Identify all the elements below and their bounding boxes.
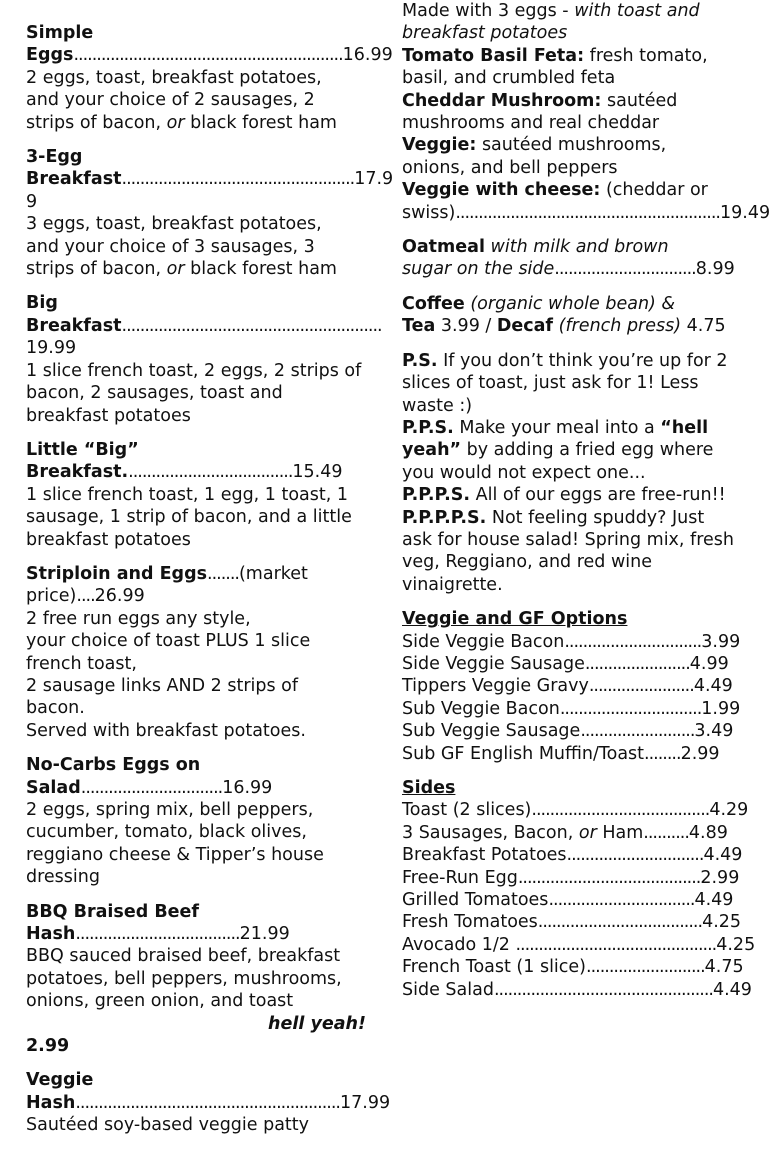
omelette-desc-line: mushrooms and real cheddar	[402, 113, 660, 134]
menu-item-tea-decaf: Tea 3.99 / Decaf (french press) 4.75	[402, 316, 726, 337]
leader-dots: ....................................	[75, 924, 240, 945]
price-list-item-name: Side Veggie Sausage	[402, 653, 585, 674]
pps-note: P.P.S. Make your meal into a “hell	[402, 417, 709, 438]
leader-dots: ................................................	[493, 979, 713, 1000]
item-desc-line: your choice of toast PLUS 1 slice	[26, 631, 311, 652]
leader-dots: .......	[207, 563, 239, 584]
item-price: 17.99	[339, 1092, 391, 1113]
price-list-item-name: French Toast (1 slice)	[402, 957, 587, 978]
price-list-item-price: 4.49	[712, 979, 752, 1000]
section-title-veggie-gf: Veggie and GF Options	[402, 609, 628, 630]
hell-yeah-price: 2.99	[26, 1036, 70, 1057]
price-list-item-price: 4.99	[689, 653, 729, 674]
price-list-row	[402, 979, 752, 1001]
menu-item-simple-eggs	[26, 22, 393, 134]
item-desc-line: breakfast potatoes	[26, 405, 191, 426]
price-list-item-name: Breakfast Potatoes	[402, 845, 567, 866]
left-column	[26, 0, 394, 1149]
price-list-item-price: 2.99	[680, 743, 720, 764]
price-list-row	[402, 653, 748, 675]
menu-item-oatmeal: Oatmeal with milk and brown	[402, 237, 669, 258]
item-name: No-Carbs Eggs on	[26, 755, 201, 776]
price-list-item-price: 4.25	[702, 912, 742, 933]
price-list-item-name: Tippers Veggie Gravy	[402, 676, 589, 697]
price-list-item-name-post: Ham	[596, 822, 644, 843]
leader-dots: ........................................	[517, 867, 701, 888]
leader-dots: ..........	[643, 822, 689, 843]
menu-item-big-breakfast	[26, 292, 382, 426]
item-price-wrap: 9	[26, 191, 38, 212]
leader-dots: ...........................................................	[73, 45, 343, 66]
item-desc-line: 2 eggs, spring mix, bell peppers,	[26, 800, 314, 820]
price-list-item-name: Fresh Tomatoes	[402, 912, 538, 933]
price-list-item-price: 4.25	[716, 934, 756, 955]
item-desc-line: Sautéed soy-based veggie patty	[26, 1115, 310, 1136]
item-name-2: Eggs	[26, 45, 74, 66]
price-list-row	[402, 867, 748, 889]
item-desc-line: strips of bacon,	[26, 112, 167, 133]
item-market-label-2: price)	[26, 586, 77, 607]
leader-dots: ....................................	[537, 912, 703, 933]
item-desc-line: 2 sausage links AND 2 strips of	[26, 675, 299, 696]
item-name-2: Hash	[26, 924, 76, 945]
omelette-note: Made with 3 eggs - with toast and	[402, 1, 700, 21]
item-desc-line: onions, green onion, and toast	[26, 991, 294, 1012]
ppps-note: P.P.P.S. All of our eggs are free-run!!	[402, 485, 726, 506]
item-name-2: Hash	[26, 1092, 76, 1113]
leader-dots: .......................	[588, 676, 694, 697]
item-desc-line: french toast,	[26, 653, 137, 674]
omelette-veggie: Veggie: sautéed mushrooms,	[402, 135, 667, 156]
price-list-item-name: Avocado 1/2	[402, 934, 516, 955]
item-desc-line: black forest ham	[184, 112, 337, 133]
item-price: 26.99	[94, 586, 145, 607]
price-list-item-or: or	[578, 822, 597, 843]
leader-dots: ........	[644, 743, 681, 764]
leader-dots: ....	[76, 586, 95, 607]
item-price: 15.49	[292, 462, 343, 483]
price-list-row	[402, 743, 748, 765]
omelette-tomato-basil-feta: Tomato Basil Feta: fresh tomato,	[402, 45, 708, 66]
item-desc-line: 2 eggs, toast, breakfast potatoes,	[26, 67, 322, 88]
menu-item-striploin-and-eggs	[26, 563, 366, 742]
item-price-wrap: 19.99	[26, 338, 77, 359]
item-desc-line: cucumber, tomato, black olives,	[26, 822, 307, 843]
section-title-sides: Sides	[402, 778, 456, 798]
leader-dots: .........................................................	[121, 315, 382, 336]
price-list-item-price: 4.75	[704, 957, 744, 978]
leader-dots: ..........................................................	[75, 1092, 340, 1113]
price-list-item-name: 3 Sausages, Bacon,	[402, 822, 579, 843]
item-price: 19.49	[720, 202, 770, 223]
item-name-2: Breakfast	[26, 315, 122, 336]
item-desc-line: 1 slice french toast, 1 egg, 1 toast, 1	[26, 484, 349, 505]
leader-dots: ...................................................	[121, 169, 355, 190]
item-desc-line: and your choice of 3 sausages, 3	[26, 236, 315, 257]
leader-dots: ..........................................................	[455, 202, 720, 223]
price-list-row	[402, 799, 748, 821]
item-desc-line: potatoes, bell peppers, mushrooms,	[26, 968, 342, 989]
item-name: Big	[26, 293, 58, 314]
omelette-note-2: breakfast potatoes	[402, 23, 568, 44]
price-list-row	[402, 934, 756, 956]
price-list-item-price: 4.29	[709, 800, 749, 821]
leader-dots: .........................	[580, 721, 695, 742]
item-desc-or: or	[166, 112, 185, 133]
item-desc-line: and your choice of 2 sausages, 2	[26, 90, 315, 111]
hell-yeah-label: hell yeah!	[268, 1013, 366, 1034]
price-list-item-price: 4.49	[703, 845, 743, 866]
leader-dots: ....................................	[128, 462, 293, 483]
item-desc-line: reggiano cheese & Tipper’s house	[26, 844, 324, 865]
item-name: Striploin and Eggs	[26, 563, 208, 584]
item-desc-line: 3 eggs, toast, breakfast potatoes,	[26, 214, 322, 235]
price-list-item-name: Sub Veggie Bacon	[402, 698, 560, 719]
item-name-2: Breakfast	[26, 169, 122, 190]
leader-dots: ..............................	[566, 845, 704, 866]
item-name: Simple	[26, 23, 94, 43]
omelette-veggie-with-cheese: Veggie with cheese: (cheddar or	[402, 180, 708, 201]
item-name: Veggie	[26, 1070, 94, 1091]
leader-dots: ...............................	[559, 698, 702, 719]
menu-item-veggie-hash	[26, 1069, 391, 1136]
price-list-row	[402, 911, 748, 933]
item-price: 17.9	[354, 169, 394, 190]
omelette-desc-line: onions, and bell peppers	[402, 157, 618, 178]
item-desc-line: 1 slice french toast, 2 eggs, 2 strips of	[26, 360, 362, 381]
leader-dots: ..........................	[586, 957, 705, 978]
item-desc-line: bacon.	[26, 698, 85, 719]
price-list-item-name: Side Salad	[402, 979, 494, 1000]
leader-dots: ............................................	[515, 934, 717, 955]
price-list-item-name: Free-Run Egg	[402, 867, 518, 888]
price-list-item-price: 3.99	[701, 631, 741, 652]
price-list-item-price: 4.89	[688, 822, 728, 843]
price-list-item-price: 4.49	[693, 676, 733, 697]
item-name-2: Salad	[26, 777, 81, 798]
price-list-item-name: Toast (2 slices)	[402, 800, 532, 821]
price-list-row	[402, 698, 748, 720]
price-list-item-price: 4.49	[694, 890, 734, 911]
leader-dots: .......................	[584, 653, 690, 674]
menu-item-no-carbs-eggs-on-salad	[26, 754, 366, 888]
price-list-item-name: Side Veggie Bacon	[402, 631, 565, 652]
item-name-2: Breakfast.	[26, 462, 129, 483]
price-list-row	[402, 675, 748, 697]
sides-list	[402, 799, 756, 1001]
item-desc-line: sausage, 1 strip of bacon, and a little	[26, 507, 352, 528]
item-desc-line: bacon, 2 sausages, toast and	[26, 383, 283, 404]
price-list-row	[402, 889, 748, 911]
right-column: Made with 3 eggs - with toast and breakfast potatoes Tomato Basil Feta: fresh tomato, basil, and crumbled feta Cheddar Mushroom: sautéed mushrooms and real cheddar Veggie: sautéed mushrooms, onions, and bell peppers Veggie with cheese: (cheddar or swiss)..........................................................19.49 Oatmeal with milk and brown sugar on the side...............................8.99 Coffee (organic whole bean) & Tea 3.99 / Decaf (french press) 4.75 P.S. If you don’t think you’re up for 2 slices of toast, just ask for 1! Less waste :) P.P.S. Make your meal into a “hell yeah” by adding a fried egg where you would not expect one... P.P.P.S. All of our eggs are free-run!! P.P.P.P.S. Not feeling spuddy? Just ask for house salad! Spring mix, fresh veg, Reggiano, and red wine vinaigrette. Veggie and GF Options Side Veggie Bacon..............................3.99 Side Veggie Sausage.......................4.99 Tippers Veggie Gravy.......................4.49 Sub Veggie Bacon...............................1.99 Sub Veggie Sausage.........................3.49 Sub GF English Muffin/Toast........2.99 Sides Toast (2 slices).......................................4.29 3 Sausages, Bacon, or Ham..........4.89 Breakfast Potatoes..............................4.49 Free-Run Egg........................................2.99 Grilled Tomatoes................................4.49 Fresh Tomatoes....................................4.25 Avocado 1/2 ............................................4.25 French Toast (1 slice)..........................4.75 Side Salad................................................4.49	[402, 1, 770, 1000]
item-desc-line: strips of bacon,	[26, 259, 167, 280]
item-desc-line: Served with breakfast potatoes.	[26, 720, 306, 741]
price-list-row	[402, 720, 748, 742]
omelette-desc-line: basil, and crumbled feta	[402, 68, 616, 89]
pppps-note: P.P.P.P.S. Not feeling spuddy? Just	[402, 507, 705, 528]
price-list-item-price: 1.99	[701, 698, 741, 719]
item-desc-line: black forest ham	[184, 259, 337, 280]
leader-dots: ...............................	[80, 777, 223, 798]
price-list-item-name: Sub GF English Muffin/Toast	[402, 743, 645, 764]
ps-note: P.S. If you don’t think you’re up for 2	[402, 350, 728, 371]
leader-dots: ...............................	[554, 259, 696, 280]
leader-dots: ..............................	[564, 631, 702, 652]
menu-item-bbq-braised-beef-hash	[26, 901, 366, 1058]
item-desc-line: BBQ sauced braised beef, breakfast	[26, 946, 341, 967]
price-list-row	[402, 844, 748, 866]
item-desc-line: 2 free run eggs any style,	[26, 608, 251, 629]
veggie-gf-list	[402, 631, 748, 765]
item-name: 3-Egg	[26, 147, 83, 168]
price-list-item-name: Sub Veggie Sausage	[402, 721, 581, 742]
item-desc-or: or	[166, 259, 185, 280]
item-price: 16.99	[222, 777, 273, 798]
item-market-label: (market	[238, 563, 308, 584]
item-price: 16.99	[342, 45, 393, 66]
price-list-row	[402, 956, 748, 978]
price-list-item-price: 3.49	[694, 721, 734, 742]
price-list-row	[402, 631, 748, 653]
item-name: BBQ Braised Beef	[26, 901, 200, 922]
item-price: 8.99	[695, 259, 735, 280]
price-list-row	[402, 822, 748, 844]
item-price: 21.99	[239, 924, 290, 945]
leader-dots: .......................................	[531, 800, 710, 821]
omelette-cheddar-mushroom: Cheddar Mushroom: sautéed	[402, 90, 678, 111]
menu-item-coffee: Coffee (organic whole bean) &	[402, 293, 676, 314]
leader-dots: ................................	[548, 890, 695, 911]
item-desc-line: dressing	[26, 867, 100, 888]
item-name: Little “Big”	[26, 439, 139, 460]
price-list-item-price: 2.99	[700, 867, 740, 888]
price-list-item-name: Grilled Tomatoes	[402, 890, 549, 911]
menu-item-3-egg-breakfast	[26, 146, 394, 280]
item-desc-line: breakfast potatoes	[26, 529, 191, 550]
menu-item-little-big-breakfast	[26, 439, 366, 551]
